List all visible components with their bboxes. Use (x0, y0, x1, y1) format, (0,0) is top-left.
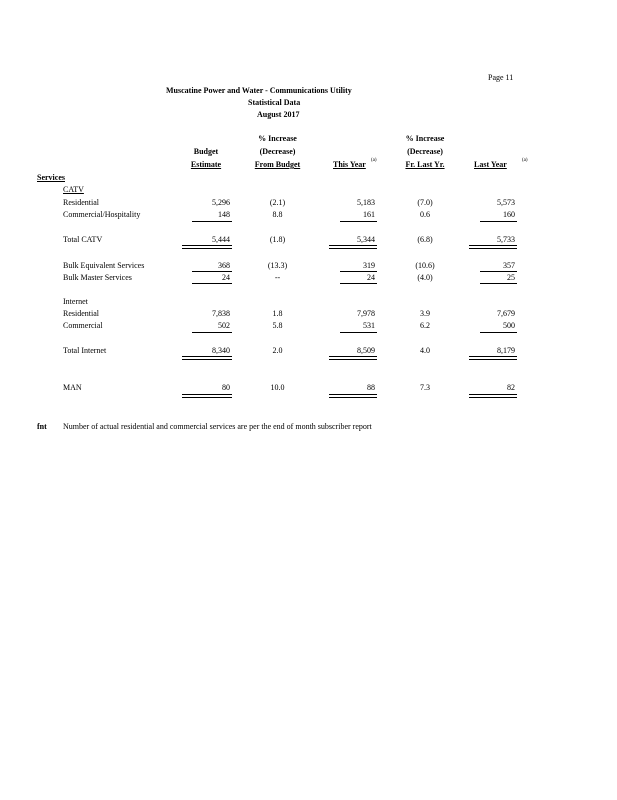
cell-pct-budget: 5.8 (272, 321, 283, 330)
col-pct-last-line3: Fr. Last Yr. (405, 160, 445, 169)
subtotal-rule (480, 221, 517, 222)
cell-pct-last: 0.6 (420, 210, 430, 219)
cell-this-year: 5,344 (357, 235, 375, 244)
cell-last-year: 82 (507, 383, 515, 392)
cell-this-year: 319 (363, 261, 375, 270)
col-this-year: This Year (333, 160, 366, 169)
cell-pct-budget: (1.8) (269, 235, 286, 244)
row-label: Residential (63, 309, 99, 318)
cell-budget: 80 (222, 383, 230, 392)
row-label: Commercial (63, 321, 103, 330)
subtotal-rule (480, 283, 517, 284)
row-label: Bulk Equivalent Services (63, 261, 145, 270)
cell-pct-last: 4.0 (420, 346, 430, 355)
total-double-rule (469, 356, 517, 360)
cell-pct-last: 7.3 (420, 383, 430, 392)
cell-budget: 8,340 (212, 346, 230, 355)
page-number: Page 11 (488, 73, 514, 82)
subtotal-rule (480, 332, 517, 333)
cell-pct-budget: 1.8 (272, 309, 283, 318)
cell-budget: 502 (218, 321, 230, 330)
row-label: Commercial/Hospitality (63, 210, 141, 219)
report-subtitle: Statistical Data (248, 98, 301, 107)
total-double-rule (329, 245, 377, 249)
report-period: August 2017 (257, 110, 300, 119)
row-label: Total CATV (63, 235, 103, 244)
total-double-rule (182, 356, 232, 360)
cell-last-year: 25 (507, 273, 515, 282)
col-last-year: Last Year (474, 160, 507, 169)
cell-last-year: 5,573 (497, 198, 515, 207)
cell-last-year: 7,679 (497, 309, 515, 318)
cell-this-year: 5,183 (357, 198, 375, 207)
subtotal-rule (192, 283, 232, 284)
row-label: Residential (63, 198, 99, 207)
cell-this-year: 88 (367, 383, 375, 392)
report-title: Muscatine Power and Water - Communications Utility (166, 86, 352, 95)
total-double-rule (329, 356, 377, 360)
cell-budget: 24 (222, 273, 230, 282)
col-pct-last-line2: (Decrease) (407, 147, 443, 156)
cell-pct-budget: 2.0 (272, 346, 283, 355)
group-internet: Internet (63, 297, 88, 306)
cell-this-year: 531 (363, 321, 375, 330)
cell-this-year: 8,509 (357, 346, 375, 355)
subtotal-rule (340, 332, 377, 333)
col-pct-budget-line2: (Decrease) (259, 147, 296, 156)
row-label: MAN (63, 383, 82, 392)
subtotal-rule (192, 332, 232, 333)
cell-pct-last: (4.0) (417, 273, 433, 282)
cell-pct-last: 6.2 (420, 321, 430, 330)
cell-pct-budget: (2.1) (269, 198, 286, 207)
col-pct-budget-line1: % Increase (258, 134, 297, 143)
cell-pct-last: (6.8) (417, 235, 433, 244)
cell-last-year: 357 (503, 261, 515, 270)
cell-budget: 5,444 (212, 235, 230, 244)
subtotal-rule (192, 221, 232, 222)
total-double-rule (182, 394, 232, 398)
cell-budget: 5,296 (212, 198, 230, 207)
cell-this-year: 24 (367, 273, 375, 282)
cell-last-year: 160 (503, 210, 515, 219)
cell-this-year: 161 (363, 210, 375, 219)
cell-pct-last: (7.0) (417, 198, 433, 207)
cell-pct-budget: (13.3) (267, 261, 288, 270)
footnote-label: fnt (37, 422, 47, 431)
cell-budget: 7,838 (212, 309, 230, 318)
total-double-rule (182, 245, 232, 249)
footnote-text: Number of actual residential and commercial services are per the end of month subscriber report (63, 422, 372, 431)
subtotal-rule (340, 283, 377, 284)
cell-budget: 148 (218, 210, 230, 219)
cell-last-year: 500 (503, 321, 515, 330)
row-label: Total Internet (63, 346, 107, 355)
subtotal-rule (340, 221, 377, 222)
row-label: Bulk Master Services (63, 273, 132, 282)
group-catv: CATV (63, 185, 84, 194)
col-budget-line2: Estimate (190, 160, 222, 169)
col-this-year-footnote: (a) (371, 158, 377, 163)
cell-budget: 368 (218, 261, 230, 270)
cell-pct-last: 3.9 (420, 309, 430, 318)
total-double-rule (469, 394, 517, 398)
cell-last-year: 8,179 (497, 346, 515, 355)
col-last-year-footnote: (a) (522, 158, 528, 163)
cell-last-year: 5,733 (497, 235, 515, 244)
cell-pct-budget: -- (274, 273, 281, 282)
subtotal-rule (480, 271, 517, 272)
col-pct-budget-line3: From Budget (254, 160, 301, 169)
cell-pct-last: (10.6) (415, 261, 435, 270)
subtotal-rule (192, 271, 232, 272)
col-pct-last-line1: % Increase (405, 134, 445, 143)
cell-pct-budget: 10.0 (270, 383, 285, 392)
cell-pct-budget: 8.8 (272, 210, 283, 219)
section-services: Services (37, 173, 65, 182)
total-double-rule (469, 245, 517, 249)
total-double-rule (329, 394, 377, 398)
col-budget-line1: Budget (193, 147, 219, 156)
cell-this-year: 7,978 (357, 309, 375, 318)
subtotal-rule (340, 271, 377, 272)
